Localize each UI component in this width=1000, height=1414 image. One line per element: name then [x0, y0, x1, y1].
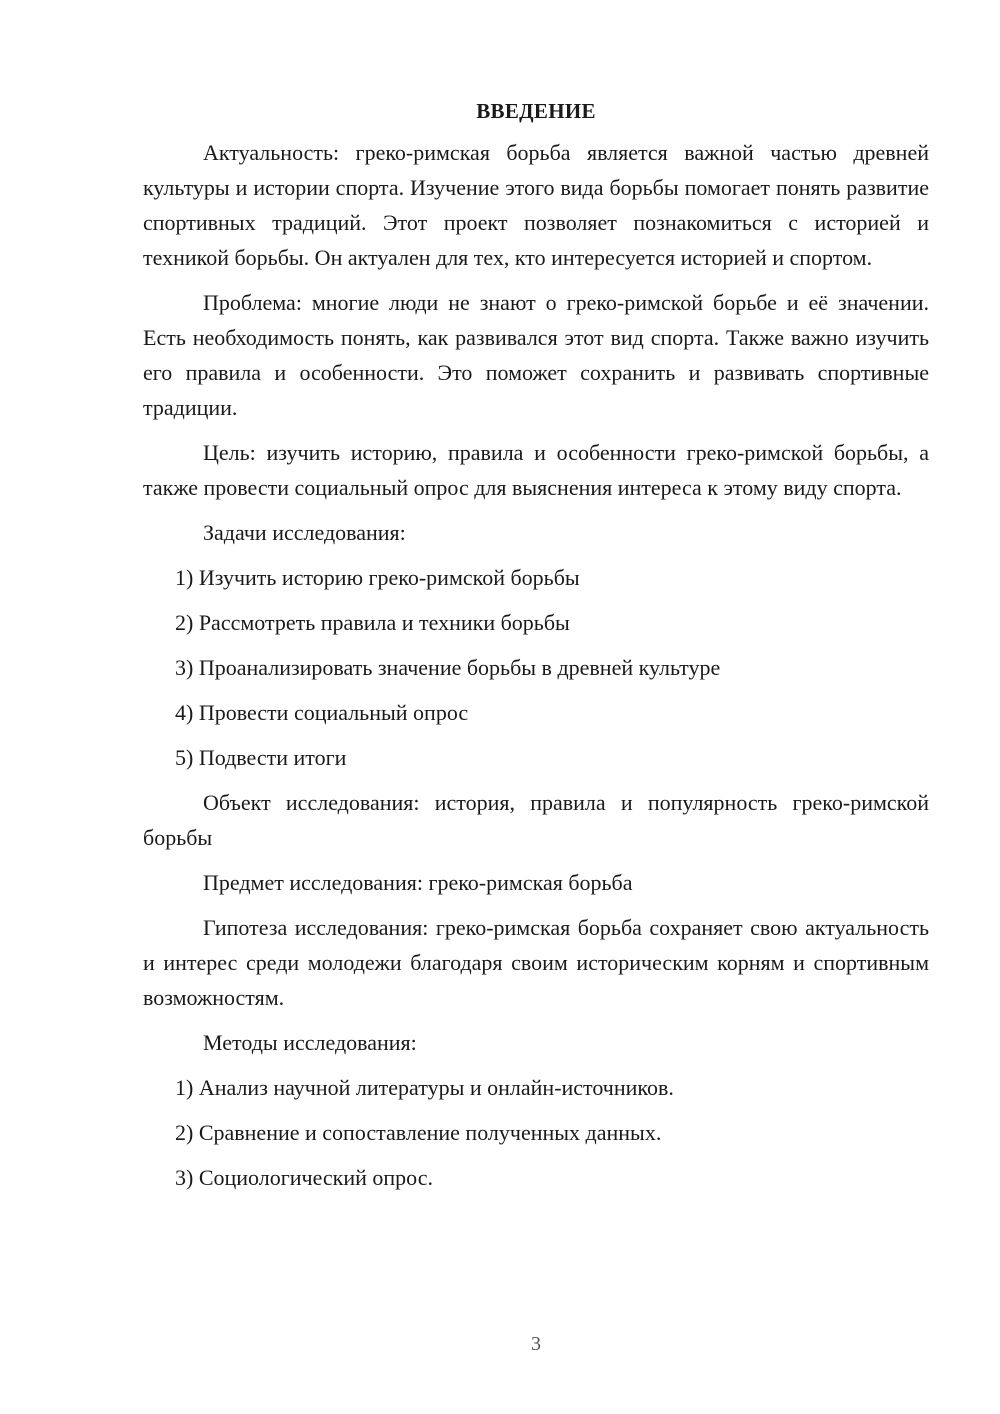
task-item: 5) Подвести итоги: [175, 745, 347, 770]
tasks-heading: Задачи исследования:: [203, 520, 406, 545]
task-item: 3) Проанализировать значение борьбы в древней культуре: [175, 655, 721, 680]
subject-line: Предмет исследования: греко-римская борьба: [203, 870, 633, 895]
document-page: [143, 96, 929, 1205]
problem-paragraph: Проблема: многие люди не знают о греко-римской борьбе и её значении. Есть необходимость понять, как развивался этот вид спорта. Также важно изучить его правила и особенности. Это поможет сохранить и развивать спортивные традиции.: [143, 290, 929, 420]
hypothesis-paragraph: Гипотеза исследования: греко-римская борьба сохраняет свою актуальность и интерес среди молодежи благодаря своим историческим корням и спортивным возможностям.: [143, 915, 929, 1010]
method-item: 1) Анализ научной литературы и онлайн-источников.: [175, 1075, 674, 1100]
task-item: 1) Изучить историю греко-римской борьбы: [175, 565, 580, 590]
task-item: 4) Провести социальный опрос: [175, 700, 469, 725]
method-item: 2) Сравнение и сопоставление полученных данных.: [175, 1120, 662, 1145]
relevance-paragraph: Актуальность: греко-римская борьба является важной частью древней культуры и истории спорта. Изучение этого вида борьбы помогает понять развитие спортивных традиций. Этот проект позволяет познакомиться с историей и техникой борьбы. Он актуален для тех, кто интересуется историей и спортом.: [143, 140, 929, 270]
page-number: 3: [531, 1333, 541, 1355]
document-title: ВВЕДЕНИЕ: [476, 99, 596, 123]
goal-paragraph: Цель: изучить историю, правила и особенности греко-римской борьбы, а также провести социальный опрос для выяснения интереса к этому виду спорта.: [143, 440, 929, 500]
methods-heading: Методы исследования:: [203, 1030, 417, 1055]
methods-list: [143, 1070, 929, 1195]
object-paragraph: Объект исследования: история, правила и популярность греко-римской борьбы: [143, 790, 929, 850]
task-item: 2) Рассмотреть правила и техники борьбы: [175, 610, 570, 635]
method-item: 3) Социологический опрос.: [175, 1165, 433, 1190]
tasks-list: [143, 560, 929, 775]
